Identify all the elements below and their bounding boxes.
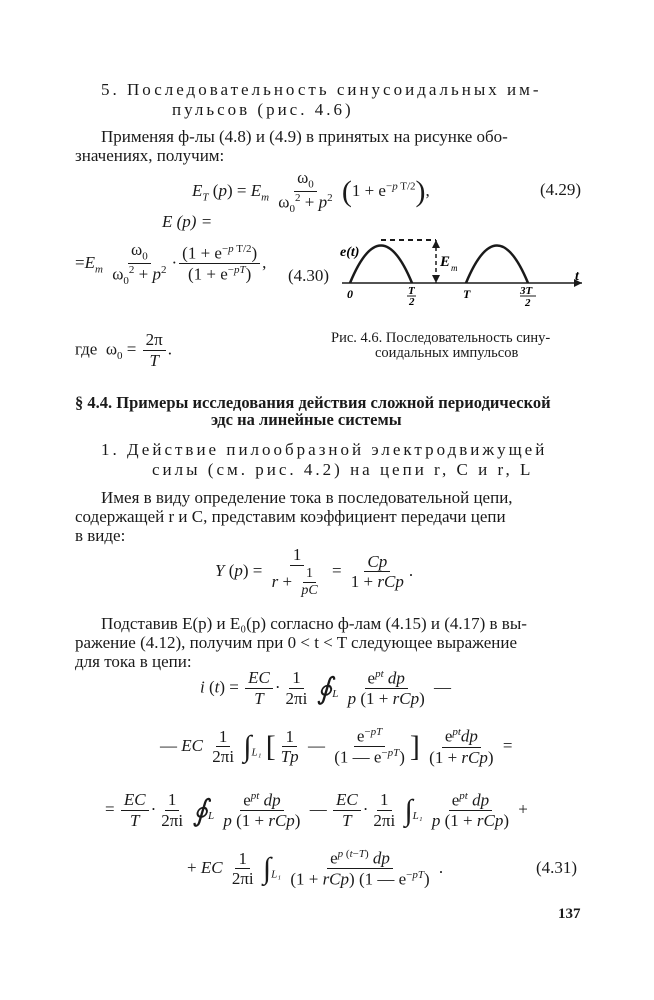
label-e: e(t): [340, 245, 360, 260]
figure-caption-cont: соидальных импульсов: [375, 345, 519, 361]
equation-number: (4.30): [288, 266, 330, 285]
equation-4-31-line-2: — EC $\frac{1}{2\pi i}$ $\int_{L_1}$ [ $\frac{1}{Tp}$ — $\frac{e^{-pT}}{(1 — e^{-pT})}$ ] $\frac{e^{pt}dp}{\text{(1 + rCp)}}$ =: [160, 726, 513, 767]
equation-4-31-line-4: + EC $\frac{1}{2\pi i}$ $\int_{L_1}$ $\frac{e^{p (t-T)} dp}{(1 + rCp) (1 — e^{-pT})}$ .: [187, 848, 444, 889]
section-4-4-heading-cont: эдс на линейные системы: [211, 410, 402, 429]
label-3t2: 3T: [520, 285, 533, 297]
section-heading-cont: пульсов (рис. 4.6): [172, 100, 354, 119]
paragraph-line: для тока в цепи:: [75, 652, 192, 671]
figure-caption: Рис. 4.6. Последовательность сину-: [331, 330, 551, 346]
label-em-sub: m: [451, 263, 458, 273]
figure-sine-pulses: [332, 228, 586, 312]
label-t2: T: [408, 285, 415, 297]
equation-4-31-line-1: i (t) = $\frac{EC}{T}$ · $\frac{1}{2\pi i}$ $∮_L$ $\frac{e^{pt} dp}{\text{p (1 + rCp)}}$ —: [200, 668, 452, 709]
paragraph-line: содержащей r и C, представим коэффициент передачи цепи: [75, 507, 506, 526]
equation-4-30: $=E_m$ $\frac{\omega_0}{\omega_0^2 + p^2}$ · $\frac{(1 + e^{-p T/2})}{(1 + e^{-pT})}$ ,: [75, 240, 267, 288]
page-number: 137: [558, 906, 581, 922]
equation-4-31-line-3: = $\frac{EC}{T}$ · $\frac{1}{2\pi i}$ $∮_L$ $\frac{e^{pt} dp}{\text{p (1 + rCp)}}$ — $\frac{EC}{T}$ · $\frac{1}{2\pi i}$ $\int_{L_1}$ $\frac{e^{pt} dp}{\text{p (1 + rCp)}}$ +: [105, 790, 528, 831]
section-4-4-heading: § 4.4. Примеры исследования действия сложной периодической: [75, 393, 551, 412]
paragraph-line: Имея в виду определение тока в последовательной цепи,: [101, 488, 513, 507]
paragraph-line: значениях, получим:: [75, 146, 225, 165]
equation-number: (4.31): [536, 858, 578, 877]
label-3t2-den: 2: [525, 297, 531, 309]
section-heading: 5. Последовательность синусоидальных им-: [101, 80, 542, 99]
label-t: t: [575, 269, 579, 284]
omega-definition: где $\omega_0$ = $\frac{2\pi}{T}$ .: [75, 330, 172, 370]
equation-y: Y (p) = 1 r + $\frac{1}{pC}$ = $\frac{Cp}{\text{1 + rCp}}$ .: [215, 545, 414, 598]
paragraph-line: Применяя ф-лы (4.8) и (4.9) в принятых на рисунке обо-: [101, 127, 508, 146]
label-em: E: [440, 254, 451, 270]
label-t2-den: 2: [409, 296, 415, 308]
paragraph-line: в виде:: [75, 526, 126, 545]
where-word: где: [75, 339, 98, 359]
equation-4-29: $E_T$ $(p) = E_m$ $\frac{\omega_0}{\omega_0^2 + p^2}$ $(1 + e^{-p T/2})$,: [192, 168, 430, 216]
equation-4-30-lhs: E (p) =: [162, 212, 213, 231]
label-zero: 0: [347, 287, 353, 301]
equation-number: (4.29): [540, 180, 582, 199]
paragraph-line: Подставив E(p) и E₀(p) согласно ф-лам (4.15) и (4.17) в вы-: [101, 614, 527, 633]
paragraph-line: ражение (4.12), получим при 0 < t < T следующее выражение: [75, 633, 517, 652]
subsection-heading: 1. Действие пилообразной электродвижущей: [101, 440, 548, 459]
label-T: T: [463, 287, 471, 301]
subsection-heading-cont: силы (см. рис. 4.2) на цепи r, C и r, L: [152, 460, 534, 479]
